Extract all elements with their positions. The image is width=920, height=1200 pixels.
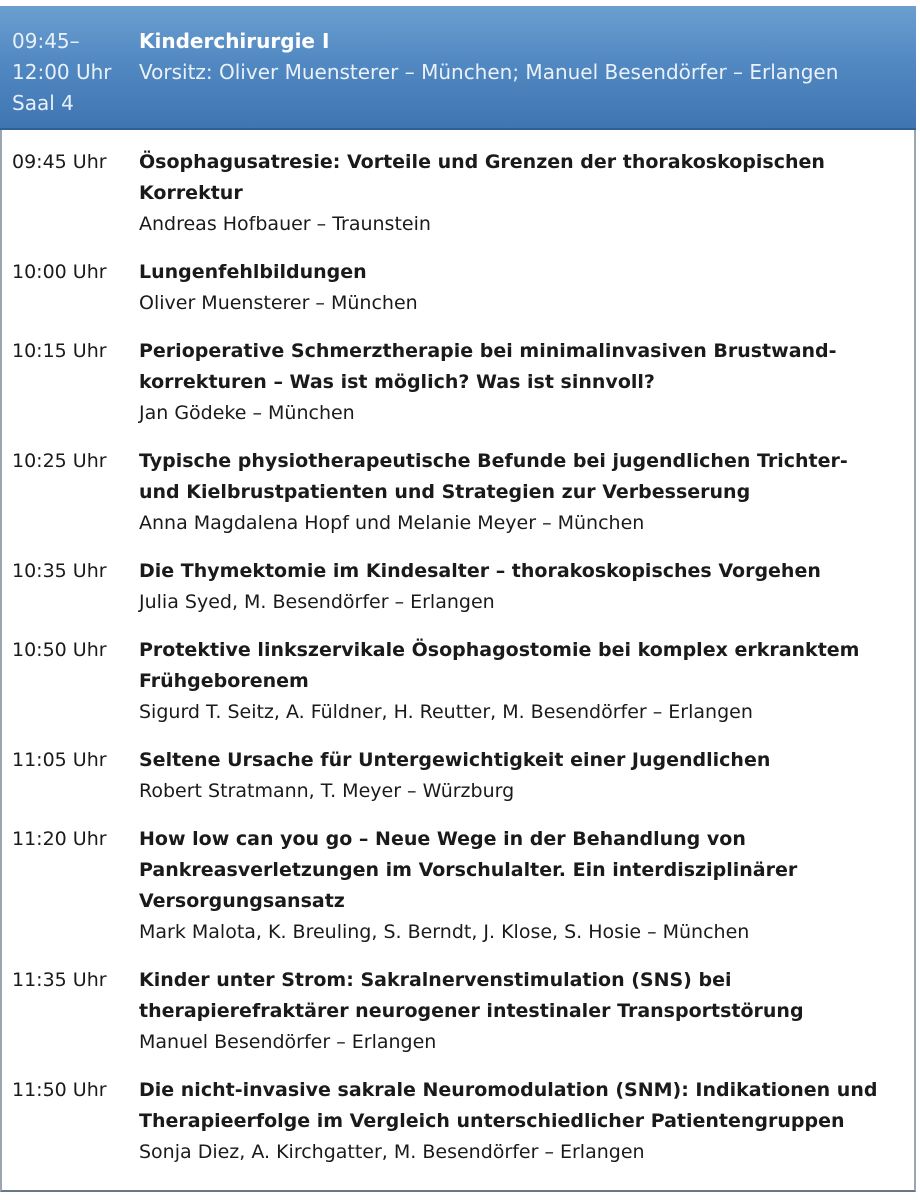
talk-body (139, 336, 909, 429)
talk-time: 11:20 Uhr (12, 828, 107, 850)
talk-time: 10:35 Uhr (12, 560, 107, 582)
talk-speakers: Anna Magdalena Hopf und Melanie Meyer – München (139, 512, 645, 534)
talk-title (139, 1075, 909, 1137)
talk-title-line: Perioperative Schmerztherapie bei minimalinvasiven Brustwand- (139, 340, 837, 362)
talk-title (139, 745, 909, 776)
talk-body (139, 147, 909, 240)
header-room: Saal 4 (12, 91, 74, 115)
talk-time: 10:50 Uhr (12, 639, 107, 661)
talk-title-line: therapierefraktärer neurogener intestinaler Transportstörung (139, 1000, 804, 1022)
header-start-time: 09:45– (12, 29, 80, 53)
talk-item (0, 965, 916, 1058)
talk-speakers: Andreas Hofbauer – Traunstein (139, 213, 431, 235)
talk-time: 11:05 Uhr (12, 749, 107, 771)
talk-speakers: Julia Syed, M. Besendörfer – Erlangen (139, 591, 495, 613)
talk-speakers: Oliver Muensterer – München (139, 292, 418, 314)
talk-speakers: Jan Gödeke – München (139, 402, 355, 424)
talk-item (0, 745, 916, 807)
talk-title-line: How low can you go – Neue Wege in der Behandlung von (139, 828, 746, 850)
talk-title-line: Ösophagusatresie: Vorteile und Grenzen der thorakoskopischen (139, 151, 825, 173)
talk-item (0, 147, 916, 240)
talk-title-line: Protektive linkszervikale Ösophagostomie bei komplex erkranktem (139, 639, 860, 661)
talk-title (139, 336, 909, 398)
talk-title-line: Korrektur (139, 182, 243, 204)
talk-title-line: Die nicht-invasive sakrale Neuromodulation (SNM): Indikationen und (139, 1079, 878, 1101)
talk-title (139, 147, 909, 209)
talk-body (139, 257, 909, 319)
talk-title-line: korrekturen – Was ist möglich? Was ist sinnvoll? (139, 371, 655, 393)
talk-title (139, 824, 909, 917)
talk-time: 11:50 Uhr (12, 1079, 107, 1101)
talk-time: 10:00 Uhr (12, 261, 107, 283)
talk-title (139, 635, 909, 697)
talk-body (139, 556, 909, 618)
talk-item (0, 824, 916, 948)
talk-item (0, 556, 916, 618)
header-time-room (12, 26, 132, 119)
talk-speakers: Sigurd T. Seitz, A. Füldner, H. Reutter, M. Besendörfer – Erlangen (139, 701, 753, 723)
talk-speakers: Mark Malota, K. Breuling, S. Berndt, J. Klose, S. Hosie – München (139, 921, 750, 943)
talk-title-line: Lungenfehlbildungen (139, 261, 367, 283)
talk-title-line: Typische physiotherapeutische Befunde bei jugendlichen Trichter- (139, 450, 848, 472)
talk-item (0, 635, 916, 728)
talk-body (139, 965, 909, 1058)
talk-title (139, 446, 909, 508)
talk-title-line: Frühgeborenem (139, 670, 309, 692)
talk-item (0, 446, 916, 539)
talk-title-line: Pankreasverletzungen im Vorschulalter. Ein interdisziplinärer (139, 859, 798, 881)
talk-time: 10:25 Uhr (12, 450, 107, 472)
talk-speakers: Robert Stratmann, T. Meyer – Würzburg (139, 780, 515, 802)
talk-title-line: Seltene Ursache für Untergewichtigkeit einer Jugendlichen (139, 749, 771, 771)
talk-title-line: Versorgungsansatz (139, 890, 345, 912)
talk-body (139, 446, 909, 539)
talk-speakers: Manuel Besendörfer – Erlangen (139, 1031, 437, 1053)
talk-title-line: Kinder unter Strom: Sakralnervenstimulation (SNS) bei (139, 969, 732, 991)
talk-time: 11:35 Uhr (12, 969, 107, 991)
talk-item (0, 336, 916, 429)
talk-list (0, 147, 916, 1185)
talk-title (139, 965, 909, 1027)
talk-body (139, 1075, 909, 1168)
session-chairs: Vorsitz: Oliver Muensterer – München; Manuel Besendörfer – Erlangen (139, 60, 839, 84)
talk-body (139, 745, 909, 807)
talk-title (139, 556, 909, 587)
talk-body (139, 635, 909, 728)
talk-speakers: Sonja Diez, A. Kirchgatter, M. Besendörfer – Erlangen (139, 1141, 645, 1163)
talk-body (139, 824, 909, 948)
talk-title-line: Therapieerfolge im Vergleich unterschiedlicher Patientengruppen (139, 1110, 845, 1132)
talk-time: 09:45 Uhr (12, 151, 107, 173)
talk-title-line: und Kielbrustpatienten und Strategien zur Verbesserung (139, 481, 751, 503)
talk-item (0, 1075, 916, 1168)
session-header (0, 6, 916, 130)
talk-title-line: Die Thymektomie im Kindesalter – thorakoskopisches Vorgehen (139, 560, 821, 582)
session-block-title: Kinderchirurgie I (139, 29, 330, 53)
talk-item (0, 257, 916, 319)
talk-title (139, 257, 909, 288)
header-end-time: 12:00 Uhr (12, 60, 112, 84)
talk-time: 10:15 Uhr (12, 340, 107, 362)
